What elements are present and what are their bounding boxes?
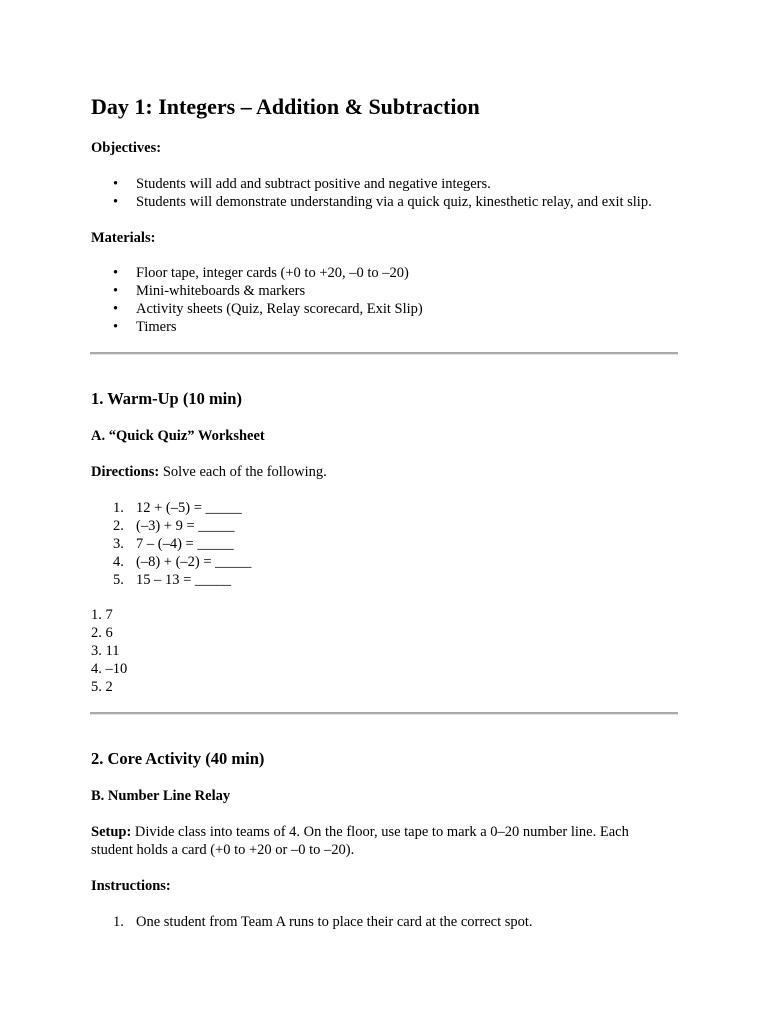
list-item: • Students will add and subtract positive and negative integers. xyxy=(113,176,491,192)
list-item: 1. One student from Team A runs to place their card at the correct spot. xyxy=(113,914,533,930)
page-title: Day 1: Integers – Addition & Subtraction xyxy=(91,94,480,119)
list-item: • Students will demonstrate understanding via a quick quiz, kinesthetic relay, and exit slip. xyxy=(113,194,652,210)
core-activity-heading: 2. Core Activity (40 min) xyxy=(91,749,265,768)
list-item: • Activity sheets (Quiz, Relay scorecard, Exit Slip) xyxy=(113,301,423,317)
answer-line: 4. –10 xyxy=(91,661,128,677)
answer-line: 3. 11 xyxy=(91,643,120,659)
list-item: 4. (–8) + (–2) = _____ xyxy=(113,554,252,570)
objectives-list xyxy=(91,175,652,211)
bullet-icon: • xyxy=(113,301,119,317)
answer-line: 5. 2 xyxy=(91,679,113,695)
horizontal-rule xyxy=(90,352,678,355)
answer-line: 2. 6 xyxy=(91,625,113,641)
list-item: 2. (–3) + 9 = _____ xyxy=(113,518,235,534)
bullet-icon: • xyxy=(113,176,119,192)
bullet-icon: • xyxy=(113,319,119,335)
setup-label: Setup: xyxy=(91,824,132,840)
list-item: 3. 7 – (–4) = _____ xyxy=(113,536,234,552)
materials-heading: Materials: xyxy=(91,230,156,246)
quiz-subheading: A. “Quick Quiz” Worksheet xyxy=(91,428,265,444)
bullet-icon: • xyxy=(113,283,119,299)
instructions-heading: Instructions: xyxy=(91,878,171,894)
relay-subheading: B. Number Line Relay xyxy=(91,788,231,804)
answer-line: 1. 7 xyxy=(91,607,113,623)
horizontal-rule xyxy=(90,712,678,715)
bullet-icon: • xyxy=(113,194,119,210)
materials-list xyxy=(91,264,423,336)
list-item: • Timers xyxy=(113,319,177,335)
list-item: • Mini-whiteboards & markers xyxy=(113,283,306,299)
setup-paragraph: Setup: Divide class into teams of 4. On the floor, use tape to mark a 0–20 number line. Each student holds a card (+0 to +20 or –0 to –20). xyxy=(91,824,629,858)
directions-label: Directions: xyxy=(91,464,160,480)
directions-text: Directions: Solve each of the following. xyxy=(91,464,327,480)
list-item: 1. 12 + (–5) = _____ xyxy=(113,500,242,516)
warmup-heading: 1. Warm-Up (10 min) xyxy=(91,389,242,408)
answer-key xyxy=(91,606,127,696)
instructions-list xyxy=(91,913,533,931)
list-item: • Floor tape, integer cards (+0 to +20, –0 to –20) xyxy=(113,265,409,281)
quiz-problems-list xyxy=(91,499,251,589)
objectives-heading: Objectives: xyxy=(91,140,162,156)
bullet-icon: • xyxy=(113,265,119,281)
list-item: 5. 15 – 13 = _____ xyxy=(113,572,232,588)
